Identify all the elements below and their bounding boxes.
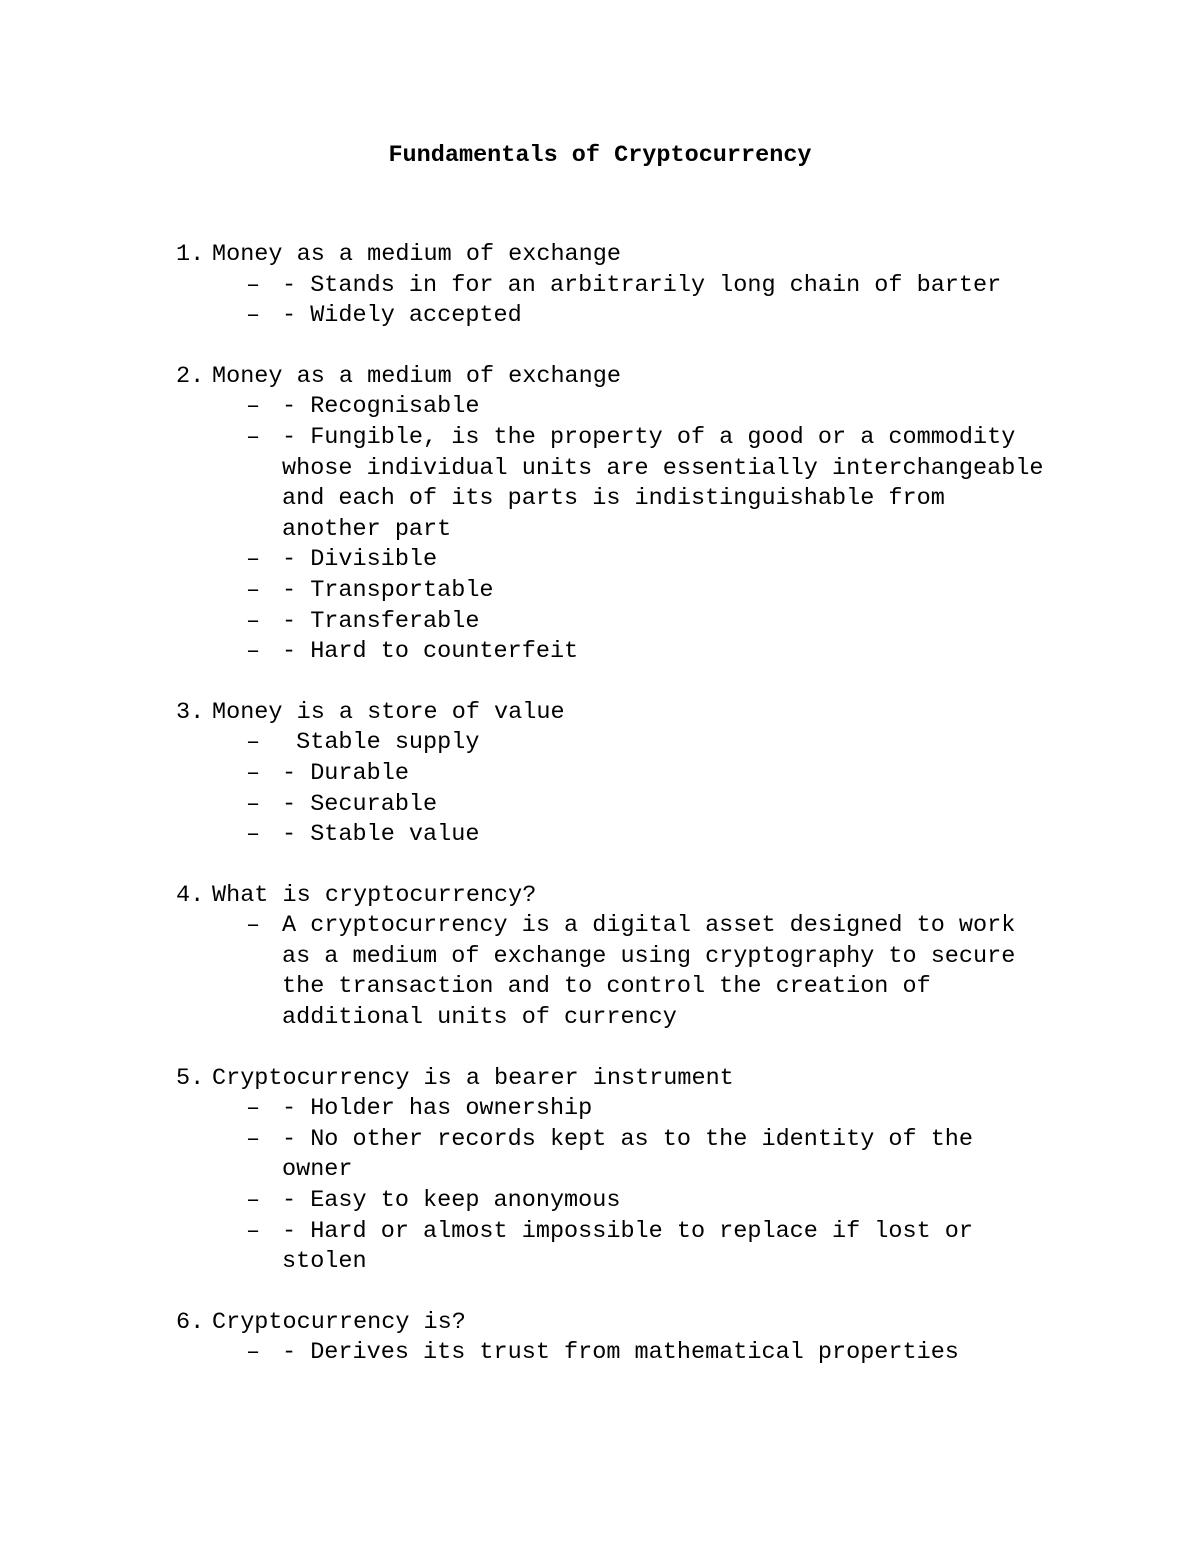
list-item-text: - Divisible: [282, 546, 438, 574]
section-number: 2.: [176, 362, 205, 390]
list-item-text: - Transportable: [282, 576, 494, 604]
section-heading-text: Money as a medium of exchange: [212, 362, 621, 390]
section-1: [176, 240, 1076, 332]
section-5: [176, 1064, 1076, 1278]
list-item: [176, 728, 1076, 759]
list-item: [176, 911, 1076, 1033]
bullet-list: [176, 1094, 1076, 1278]
list-item-text: - Hard or almost impossible to replace if lost or stolen: [282, 1217, 988, 1276]
dash-marker: –: [246, 729, 261, 757]
list-item: [176, 1094, 1076, 1125]
dash-marker: –: [246, 821, 261, 849]
section-heading: [176, 698, 1076, 729]
dash-marker: –: [246, 302, 261, 330]
dash-marker: –: [246, 1217, 261, 1245]
list-item-text: A cryptocurrency is a digital asset designed to work as a medium of exchange using cryptography to secure the transaction and to control the creation of additional units of currency: [282, 912, 1030, 1032]
list-item: [176, 271, 1076, 302]
list-item-text: Stable supply: [282, 729, 480, 757]
list-item: [176, 1217, 1076, 1278]
list-item-text: - Derives its trust from mathematical properties: [282, 1339, 959, 1367]
list-item: [176, 1186, 1076, 1217]
list-item: [176, 820, 1076, 851]
list-item-text: - Securable: [282, 790, 438, 818]
section-heading: [176, 1308, 1076, 1339]
list-item: [176, 790, 1076, 821]
section-heading: [176, 240, 1076, 271]
document-body: [176, 240, 1076, 1399]
list-item-text: - Recognisable: [282, 393, 480, 421]
list-item: [176, 607, 1076, 638]
list-item-text: - Holder has ownership: [282, 1095, 593, 1123]
list-item-text: - No other records kept as to the identity of the owner: [282, 1125, 988, 1184]
dash-marker: –: [246, 912, 261, 940]
list-item-text: - Easy to keep anonymous: [282, 1187, 621, 1215]
bullet-list: [176, 271, 1076, 332]
dash-marker: –: [246, 607, 261, 635]
dash-marker: –: [246, 1339, 261, 1367]
section-number: 3.: [176, 698, 205, 726]
dash-marker: –: [246, 1095, 261, 1123]
section-heading: [176, 1064, 1076, 1095]
list-item-text: - Fungible, is the property of a good or a commodity whose individual units are essentially interchangeable and each of its parts is indistinguishable from another part: [282, 423, 1058, 543]
dash-marker: –: [246, 759, 261, 787]
section-heading: [176, 881, 1076, 912]
bullet-list: [176, 728, 1076, 850]
section-heading-text: Cryptocurrency is a bearer instrument: [212, 1064, 734, 1092]
list-item: [176, 545, 1076, 576]
list-item-text: - Transferable: [282, 607, 480, 635]
list-item-text: - Hard to counterfeit: [282, 638, 579, 666]
list-item-text: - Widely accepted: [282, 302, 522, 330]
list-item: [176, 1338, 1076, 1369]
dash-marker: –: [246, 1125, 261, 1153]
dash-marker: –: [246, 271, 261, 299]
section-heading-text: Cryptocurrency is?: [212, 1308, 466, 1336]
bullet-list: [176, 911, 1076, 1033]
dash-marker: –: [246, 790, 261, 818]
section-heading-text: What is cryptocurrency?: [212, 881, 537, 909]
dash-marker: –: [246, 1187, 261, 1215]
list-item-text: - Stands in for an arbitrarily long chain of barter: [282, 271, 1002, 299]
list-item: [176, 423, 1076, 545]
section-number: 6.: [176, 1308, 205, 1336]
dash-marker: –: [246, 393, 261, 421]
list-item: [176, 576, 1076, 607]
section-heading: [176, 362, 1076, 393]
list-item: [176, 392, 1076, 423]
list-item-text: - Stable value: [282, 821, 480, 849]
section-3: [176, 698, 1076, 851]
section-2: [176, 362, 1076, 668]
section-6: [176, 1308, 1076, 1369]
section-heading-text: Money as a medium of exchange: [212, 241, 621, 268]
bullet-list: [176, 392, 1076, 667]
list-item: [176, 1125, 1076, 1186]
section-number: 1.: [176, 241, 205, 268]
list-item-text: - Durable: [282, 759, 409, 787]
bullet-list: [176, 1338, 1076, 1369]
list-item: [176, 759, 1076, 790]
section-heading-text: Money is a store of value: [212, 698, 565, 726]
section-number: 5.: [176, 1064, 205, 1092]
dash-marker: –: [246, 638, 261, 666]
page-title: Fundamentals of Cryptocurrency: [388, 142, 812, 169]
dash-marker: –: [246, 546, 261, 574]
section-4: [176, 881, 1076, 1034]
list-item: [176, 637, 1076, 668]
dash-marker: –: [246, 576, 261, 604]
dash-marker: –: [246, 423, 261, 451]
list-item: [176, 301, 1076, 332]
section-number: 4.: [176, 881, 205, 909]
